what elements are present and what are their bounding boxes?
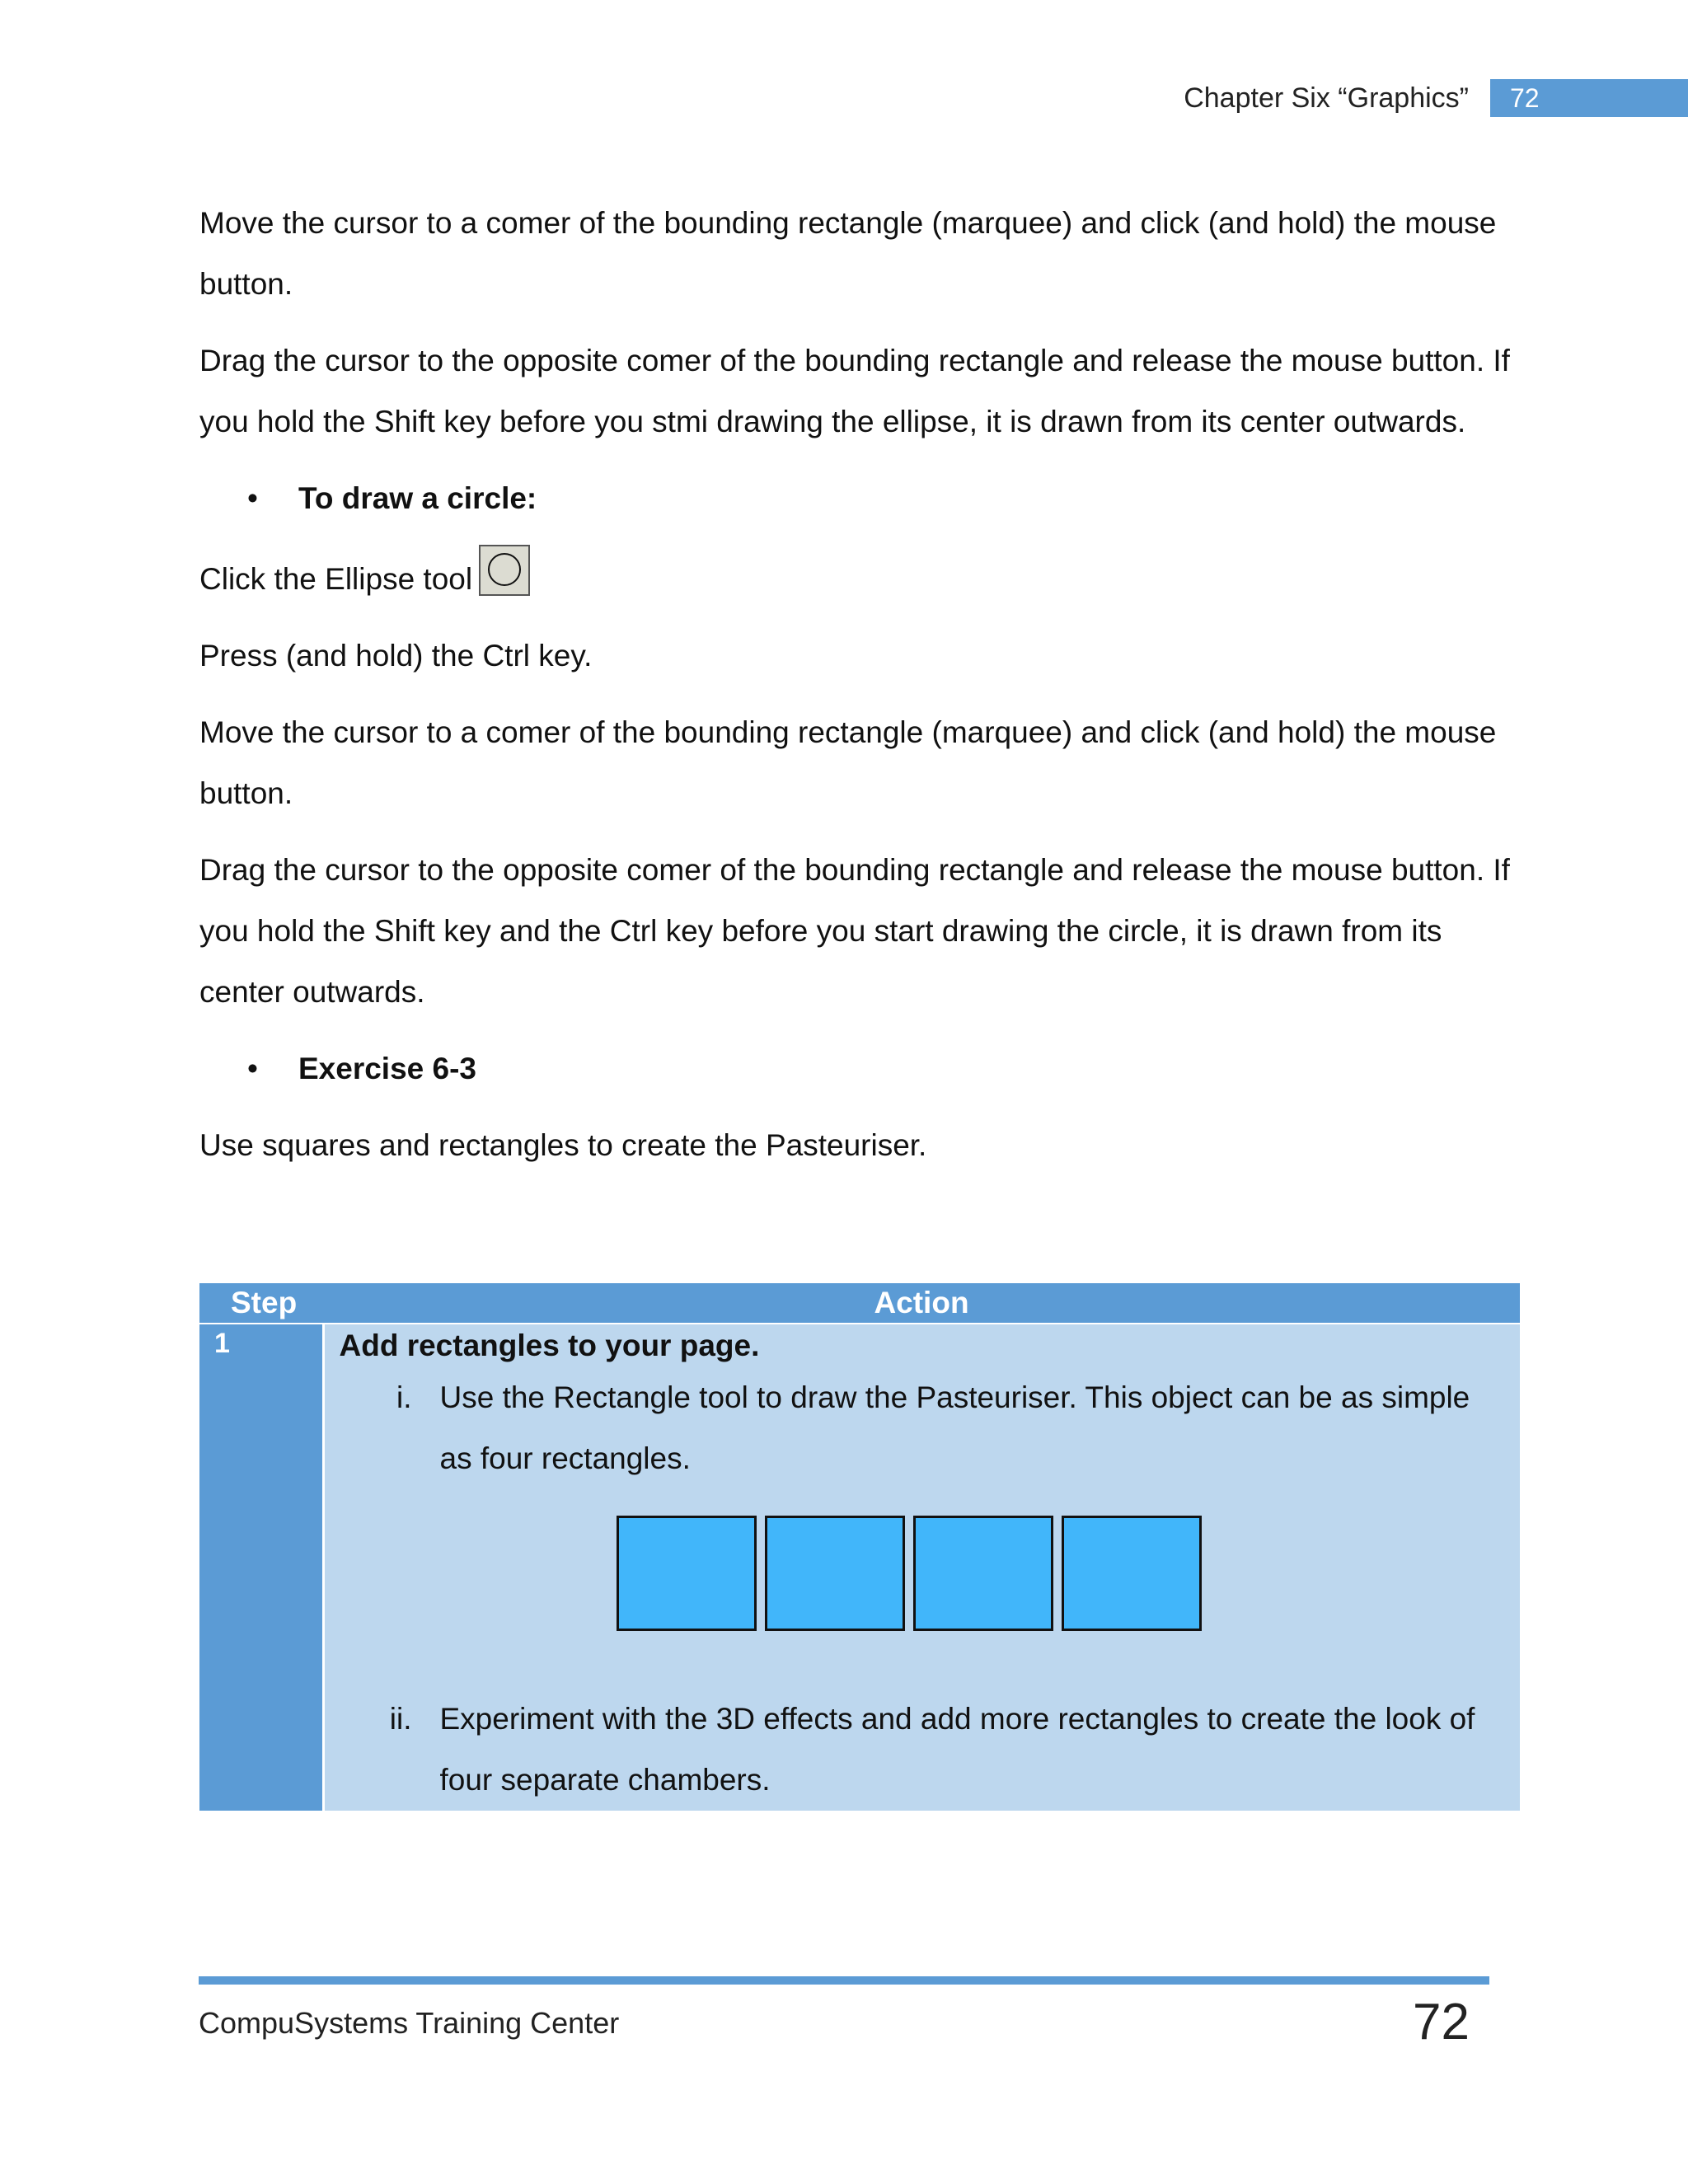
bullet-heading: • Exercise 6-3	[199, 1038, 1518, 1099]
paragraph: Move the cursor to a comer of the bounding rectangle (marquee) and click (and hold) the mouse button.	[199, 206, 1497, 301]
pasteuriser-rectangles	[323, 1489, 1496, 1689]
table-row	[199, 1324, 1520, 1811]
action-title: Add rectangles to your page.	[339, 1329, 760, 1362]
footer-rule	[199, 1976, 1489, 1985]
header-page-number: 72	[1490, 79, 1688, 117]
footer-page-number: 72	[1413, 1994, 1470, 2050]
paragraph-with-icon	[199, 545, 1518, 610]
list-item-number: ii.	[389, 1702, 412, 1736]
paragraph: Move the cursor to a comer of the bounding rectangle (marquee) and click (and hold) the mouse button.	[199, 715, 1497, 810]
ellipse-tool-icon	[479, 545, 530, 596]
step-column-header: Step	[199, 1283, 323, 1324]
action-cell	[323, 1324, 1520, 1811]
list-item-number: i.	[396, 1380, 412, 1414]
exercise-table	[199, 1283, 1520, 1811]
list-item	[340, 1689, 1496, 1811]
action-column-header: Action	[323, 1283, 1520, 1324]
rectangle-shape	[1062, 1516, 1202, 1631]
step-number: 1	[199, 1324, 323, 1811]
footer-organization: CompuSystems Training Center	[199, 2006, 620, 2040]
list-item	[340, 1367, 1496, 1489]
paragraph: Use squares and rectangles to create the Pasteuriser.	[199, 1128, 927, 1162]
list-item-text: Use the Rectangle tool to draw the Pasteuriser. This object can be as simple as four rectangles.	[439, 1380, 1470, 1475]
page-body	[199, 193, 1518, 1176]
paragraph: Drag the cursor to the opposite comer of the bounding rectangle and release the mouse button. If you hold the Shift key and the Ctrl key before you start drawing the circle, it is drawn from its center outwards.	[199, 853, 1510, 1009]
rectangle-shape	[617, 1516, 757, 1631]
paragraph: Drag the cursor to the opposite comer of the bounding rectangle and release the mouse button. If you hold the Shift key before you stmi drawing the ellipse, it is drawn from its center outwards.	[199, 344, 1510, 438]
rectangle-shape	[765, 1516, 905, 1631]
paragraph-text: Click the Ellipse tool	[199, 562, 473, 596]
chapter-title: Chapter Six “Graphics”	[1184, 82, 1469, 114]
paragraph: Press (and hold) the Ctrl key.	[199, 639, 593, 673]
bullet-heading: • To draw a circle:	[199, 468, 1518, 529]
page-header	[1184, 79, 1688, 117]
list-item-text: Experiment with the 3D effects and add more rectangles to create the look of four separate chambers.	[439, 1702, 1475, 1797]
rectangle-shape	[913, 1516, 1053, 1631]
table-header-row	[199, 1283, 1520, 1324]
